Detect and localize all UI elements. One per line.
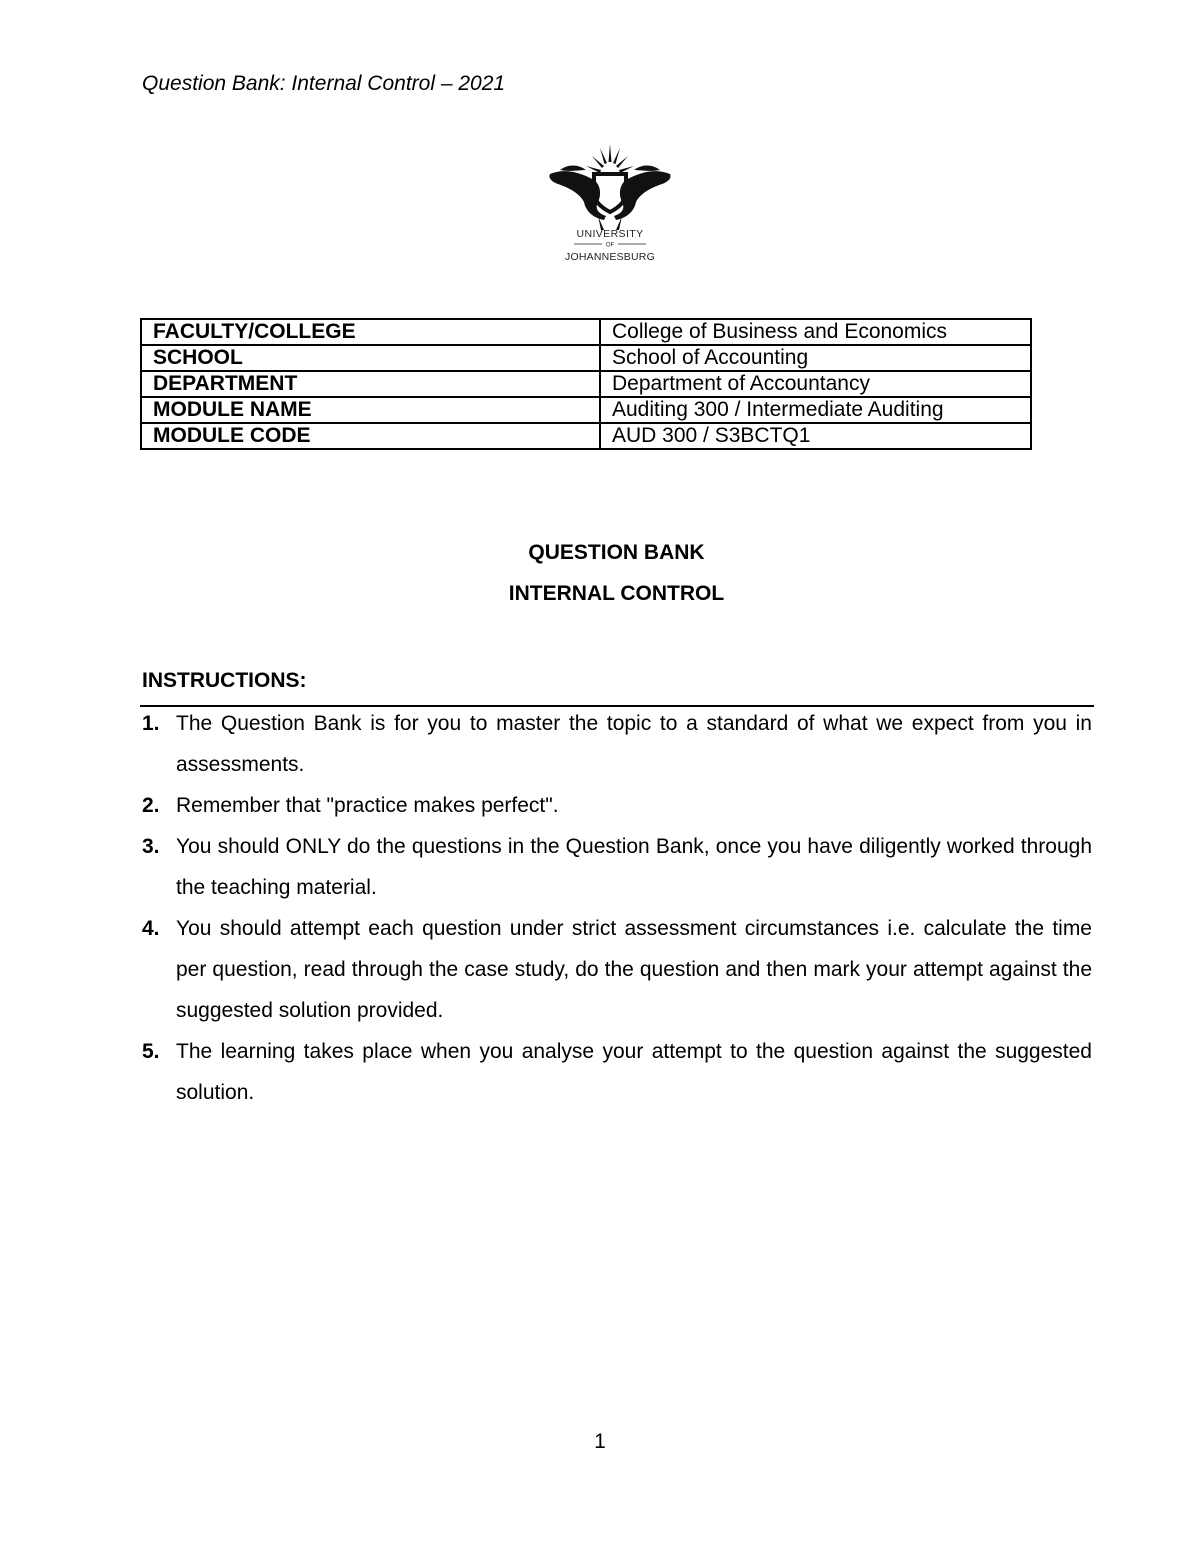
list-item-text: The Question Bank is for you to master the topic to a standard of what we expect from you in assessments.: [176, 712, 1092, 776]
table-row: [141, 319, 1031, 345]
list-item-number: 1.: [142, 712, 160, 735]
table-row: [141, 345, 1031, 371]
module-name-label: MODULE NAME: [141, 397, 600, 423]
logo-text-of: OF: [605, 242, 615, 249]
module-code-value: AUD 300 / S3BCTQ1: [600, 423, 1031, 449]
faculty-value: College of Business and Economics: [600, 319, 1031, 345]
module-code-label: MODULE CODE: [141, 423, 600, 449]
page-number: 1: [594, 1430, 606, 1453]
document-subtitle: INTERNAL CONTROL: [508, 582, 725, 605]
logo-text-university: UNIVERSITY: [576, 228, 644, 240]
school-label: SCHOOL: [141, 345, 600, 371]
list-item: [142, 703, 1092, 785]
module-info-table: [140, 318, 1032, 450]
document-title: QUESTION BANK: [528, 541, 705, 564]
list-item-number: 3.: [142, 835, 160, 858]
faculty-label: FACULTY/COLLEGE: [141, 319, 600, 345]
list-item-text: Remember that "practice makes perfect".: [176, 794, 559, 817]
school-value: School of Accounting: [600, 345, 1031, 371]
list-item-number: 2.: [142, 794, 160, 817]
list-item: [142, 826, 1092, 908]
list-item-text: The learning takes place when you analyse your attempt to the question against the suggested solution.: [176, 1040, 1092, 1104]
department-label: DEPARTMENT: [141, 371, 600, 397]
table-row: [141, 423, 1031, 449]
table-row: [141, 371, 1031, 397]
instructions-list: [142, 703, 1092, 1113]
list-item-text: You should ONLY do the questions in the Question Bank, once you have diligently worked through the teaching material.: [176, 835, 1092, 899]
logo-text-johannesburg: JOHANNESBURG: [565, 251, 655, 263]
university-logo: [540, 140, 680, 268]
list-item-number: 4.: [142, 917, 160, 940]
department-value: Department of Accountancy: [600, 371, 1031, 397]
module-name-value: Auditing 300 / Intermediate Auditing: [600, 397, 1031, 423]
running-header: Question Bank: Internal Control – 2021: [142, 72, 506, 95]
list-item-number: 5.: [142, 1040, 160, 1063]
logo-emblem: [549, 144, 670, 230]
list-item-text: You should attempt each question under strict assessment circumstances i.e. calculate the time per question, read through the case study, do the question and then mark your attempt against the suggested solution provided.: [176, 917, 1092, 1022]
list-item: [142, 785, 1092, 826]
list-item: [142, 908, 1092, 1031]
instructions-heading: INSTRUCTIONS:: [142, 669, 307, 692]
table-row: [141, 397, 1031, 423]
list-item: [142, 1031, 1092, 1113]
